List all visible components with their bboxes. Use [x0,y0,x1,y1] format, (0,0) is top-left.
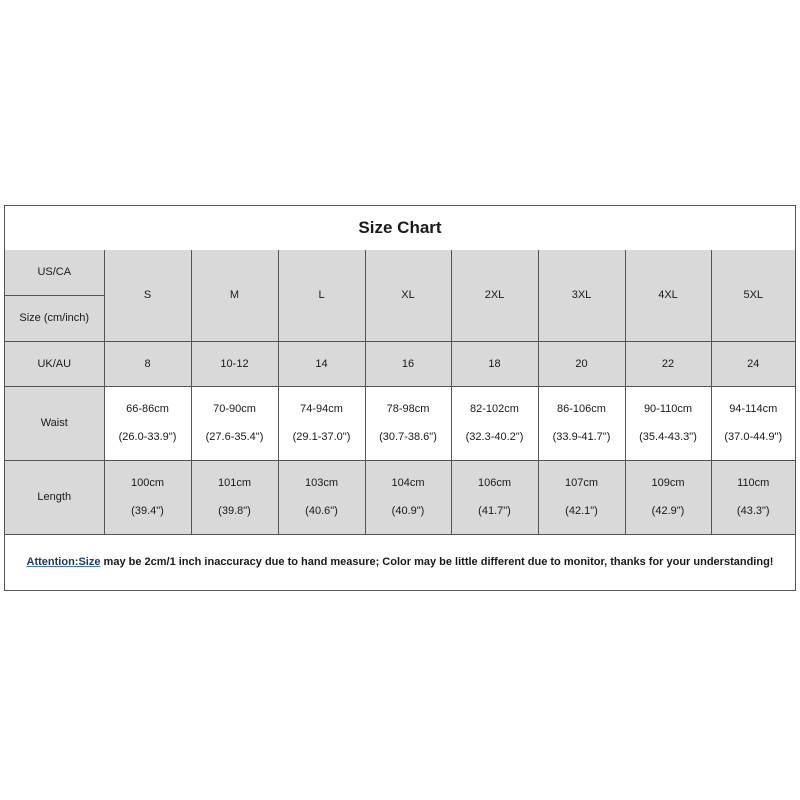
length-cell [538,460,625,534]
waist-cell [625,386,711,460]
length-inch: (42.1") [565,505,598,517]
length-label: Length [5,460,104,534]
size-cell: XL [365,250,451,341]
size-cell: S [104,250,191,341]
uk-au-cell: 10-12 [191,341,278,386]
waist-cell [365,386,451,460]
waist-cell [278,386,365,460]
waist-label: Waist [5,386,104,460]
length-inch: (40.6") [305,505,338,517]
waist-inch: (33.9-41.7") [552,431,611,443]
waist-inch: (30.7-38.6") [379,431,437,443]
us-ca-label: US/CA [5,250,104,295]
table-row-waist [5,386,795,460]
waist-cell [451,386,538,460]
uk-au-cell: 8 [104,341,191,386]
waist-inch: (29.1-37.0") [292,431,351,443]
length-cm: 104cm [391,477,425,489]
waist-inch: (32.3-40.2") [465,431,524,443]
attention-text: may be 2cm/1 inch inaccuracy due to hand measure; Color may be little different due to monitor, thanks for your understanding! [100,555,774,568]
uk-au-cell: 14 [278,341,365,386]
uk-au-cell: 24 [711,341,795,386]
attention-label: Attention:Size [26,555,101,568]
length-cell [104,460,191,534]
length-inch: (41.7") [478,505,511,517]
waist-inch: (26.0-33.9") [118,431,177,443]
uk-au-cell: 20 [538,341,625,386]
attention-note [0,532,800,591]
length-inch: (39.8") [218,505,251,517]
length-cell [711,460,795,534]
length-inch: (39.4") [131,505,164,517]
size-cell: 2XL [451,250,538,341]
waist-cm: 94-114cm [729,403,778,415]
size-cell: 5XL [711,250,795,341]
waist-cell [538,386,625,460]
waist-cm: 74-94cm [300,403,343,415]
size-cell: 3XL [538,250,625,341]
waist-cell [711,386,795,460]
length-cm: 103cm [304,477,339,489]
length-inch: (40.9") [391,505,425,517]
size-cell: L [278,250,365,341]
waist-cm: 86-106cm [557,403,606,415]
length-cm: 107cm [564,477,599,489]
size-cell: 4XL [625,250,711,341]
length-inch: (42.9") [651,505,685,517]
length-cm: 110cm [737,477,770,489]
waist-cell [191,386,278,460]
size-unit-label: Size (cm/inch) [5,295,104,341]
length-inch: (43.3") [736,505,770,517]
uk-au-label: UK/AU [5,341,104,386]
length-cm: 109cm [651,477,685,489]
waist-inch: (27.6-35.4") [205,431,264,443]
waist-cm: 66-86cm [126,403,169,415]
length-cm: 101cm [217,477,252,489]
table-row-uk-au [5,341,795,386]
table-row-length [5,460,795,534]
waist-cell [104,386,191,460]
uk-au-cell: 18 [451,341,538,386]
length-cm: 106cm [477,477,512,489]
length-cell [191,460,278,534]
length-cm: 100cm [130,477,165,489]
size-cell: M [191,250,278,341]
uk-au-cell: 16 [365,341,451,386]
waist-inch: (37.0-44.9") [724,431,783,443]
length-cell [451,460,538,534]
waist-cm: 78-98cm [386,403,430,415]
waist-cm: 70-90cm [213,403,256,415]
length-cell [625,460,711,534]
uk-au-cell: 22 [625,341,711,386]
waist-cm: 90-110cm [643,403,693,415]
waist-cm: 82-102cm [470,403,519,415]
size-table [5,250,795,535]
table-row-us-ca [5,250,795,295]
length-cell [278,460,365,534]
waist-inch: (35.4-43.3") [639,431,697,443]
chart-title: Size Chart [5,206,795,251]
length-cell [365,460,451,534]
